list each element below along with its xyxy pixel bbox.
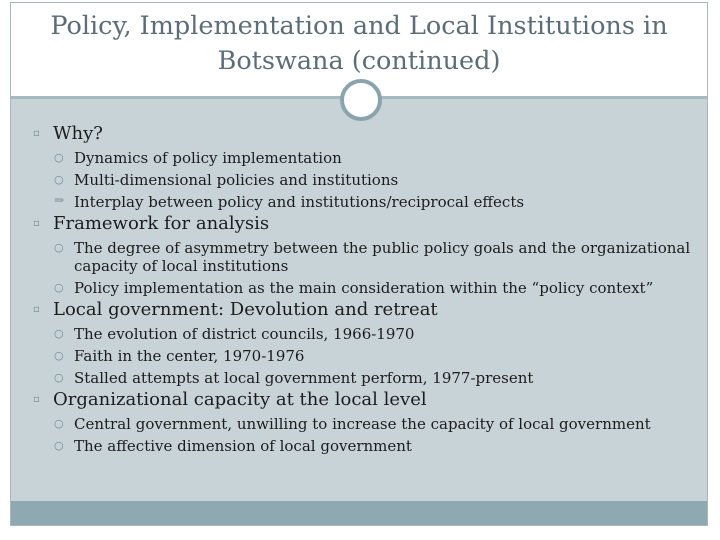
circle-bullet-icon: ○ — [54, 241, 64, 254]
slide-title: Policy, Implementation and Local Institutions in Botswana (continued) — [50, 11, 668, 76]
circle-bullet-icon: ○ — [54, 281, 64, 294]
page-bullet-icon: ▫ — [33, 128, 40, 139]
circle-bullet-icon: ○ — [54, 173, 64, 186]
circle-bullet-icon: ○ — [54, 371, 64, 384]
section-heading — [33, 122, 703, 146]
slide-content — [33, 121, 703, 455]
circle-bullet-icon: ○ — [54, 417, 64, 430]
page-bullet-icon: ▫ — [33, 218, 40, 229]
circle-bullet-icon: ○ — [54, 439, 64, 452]
list-item — [33, 239, 703, 275]
implies-arrow-icon: ⇒ — [54, 193, 65, 207]
list-item — [33, 369, 703, 387]
list-item — [33, 325, 703, 343]
list-item-text: Central government, unwilling to increase the capacity of local government — [74, 415, 651, 433]
section-heading-text: Local government: Devolution and retreat — [53, 299, 438, 320]
list-item-text: Interplay between policy and institutions/reciprocal effects — [74, 193, 525, 211]
divider-circle-ornament — [340, 79, 382, 121]
list-item — [33, 437, 703, 455]
section-heading — [33, 388, 703, 412]
list-item — [33, 171, 703, 189]
list-item-text: The degree of asymmetry between the public policy goals and the organizational capacity of local institutions — [74, 239, 691, 275]
list-item — [33, 149, 703, 167]
list-item-text: The evolution of district councils, 1966-1970 — [74, 325, 415, 343]
section-heading-text: Framework for analysis — [53, 213, 270, 234]
page-bullet-icon: ▫ — [33, 304, 40, 315]
list-item — [33, 415, 703, 433]
circle-bullet-icon: ○ — [54, 349, 64, 362]
list-item-text: Policy implementation as the main consideration within the “policy context” — [74, 279, 654, 297]
list-item-text: Faith in the center, 1970-1976 — [74, 347, 305, 365]
section-heading-text: Organizational capacity at the local level — [53, 389, 427, 410]
list-item-text: Dynamics of policy implementation — [74, 149, 342, 167]
circle-bullet-icon: ○ — [54, 151, 64, 164]
page-bullet-icon: ▫ — [33, 394, 40, 405]
section-heading-text: Why? — [53, 123, 103, 144]
list-item-text: The affective dimension of local government — [74, 437, 412, 455]
section-heading — [33, 212, 703, 236]
circle-bullet-icon: ○ — [54, 327, 64, 340]
list-item — [33, 193, 703, 211]
section-heading — [33, 298, 703, 322]
list-item-text: Multi-dimensional policies and institutions — [74, 171, 399, 189]
list-item — [33, 279, 703, 297]
footer-bar — [11, 501, 707, 525]
list-item-text: Stalled attempts at local government perform, 1977-present — [74, 369, 534, 387]
list-item — [33, 347, 703, 365]
